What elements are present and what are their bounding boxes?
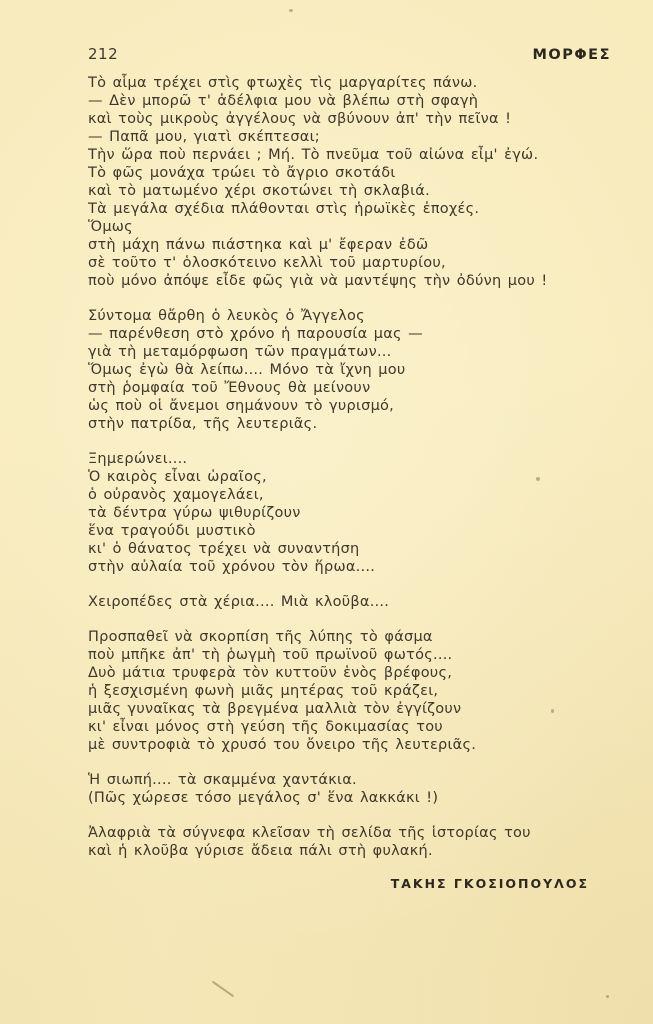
poem-line: ὡς ποὺ οἱ ἄνεμοι σημάνουν τὸ γυρισμό, (88, 398, 395, 414)
poem-line: γιὰ τὴ μεταμόρφωση τῶν πραγμάτων... (88, 344, 392, 360)
poem-line: Ξημερώνει.... (88, 451, 188, 467)
poem-line: στὴ ῥομφαία τοῦ Ἔθνους θὰ μείνουν (88, 380, 371, 396)
poem-line: Ὅμως ἐγὼ θὰ λείπω.... Μόνο τὰ ἴχνη μου (88, 362, 406, 378)
stanza (88, 824, 588, 860)
page-number: 212 (88, 45, 119, 63)
poem-line: ποὺ μπῆκε ἀπ' τὴ ῥωγμὴ τοῦ πρωϊνοῦ φωτός.... (88, 647, 453, 663)
poem-line: Σύντομα θἄρθη ὁ λευκὸς ὁ Ἄγγελος (88, 308, 365, 324)
poem-line: ἕνα τραγούδι μυστικὸ (88, 523, 256, 539)
poem-line: τὰ δέντρα γύρω ψιθυρίζουν (88, 505, 301, 521)
poem-line: (Πῶς χώρεσε τόσο μεγάλος σ' ἕνα λακκάκι !) (88, 790, 439, 806)
poem-line: στὴν πατρίδα, τῆς λευτεριᾶς. (88, 416, 318, 432)
author-signature: ΤΑΚΗΣ ΓΚΟΣΙΟΠΟΥΛΟΣ (390, 876, 589, 891)
scan-speck (551, 709, 554, 713)
poem-line: Δυὸ μάτια τρυφερὰ τὸν κυττοῦν ἑνὸς βρέφους, (88, 665, 453, 681)
poem-line: καὶ τὸ ματωμένο χέρι σκοτώνει τὴ σκλαβιά. (88, 183, 430, 199)
poem-line: στὴ μάχη πάνω πιάστηκα καὶ μ' ἔφεραν ἐδῶ (88, 237, 429, 253)
poem-line: μιᾶς γυναῖκας τὰ βρεγμένα μαλλιὰ τὸν ἐγγίζουν (88, 701, 462, 717)
stanza (88, 593, 588, 611)
poem-line: — Παπᾶ μου, γιατὶ σκέπτεσαι; (88, 129, 320, 145)
scan-speck (606, 995, 609, 998)
poem-line: κι' εἶναι μόνος στὴ γεύση τῆς δοκιμασίας του (88, 719, 443, 735)
scan-scratch (212, 981, 234, 998)
poem-line: ποὺ μόνο ἀπόψε εἶδε φῶς γιὰ νὰ μαντέψης τὴν ὀδύνη μου ! (88, 273, 548, 289)
journal-title: ΜΟΡΦΕΣ (532, 47, 611, 63)
poem-line: κι' ὁ θάνατος τρέχει νὰ συναντήση (88, 541, 360, 557)
scan-speck (289, 9, 293, 12)
stanza (88, 307, 588, 433)
poem-line: Ὁ καιρὸς εἶναι ὡραῖος, (88, 469, 267, 485)
poem-line: Τὰ μεγάλα σχέδια πλάθονται στὶς ἡρωϊκὲς ἐποχές. (88, 201, 480, 217)
poem-line: στὴν αὐλαία τοῦ χρόνου τὸν ἥρωα.... (88, 559, 376, 575)
stanza (88, 771, 588, 807)
poem-line: — Δὲν μπορῶ τ' ἀδέλφια μου νὰ βλέπω στὴ σφαγὴ (88, 93, 479, 109)
poem-line: ὁ οὐρανὸς χαμογελάει, (88, 487, 264, 503)
poem-line: ἡ ξεσχισμένη φωνὴ μιᾶς μητέρας τοῦ κράζει, (88, 683, 439, 699)
poem-line: Τὴν ὥρα ποὺ περνάει ; Μή. Τὸ πνεῦμα τοῦ αἰώνα εἶμ' ἐγώ. (88, 147, 539, 163)
poem-line: Τὸ φῶς μονάχα τρώει τὸ ἄγριο σκοτάδι (88, 165, 396, 181)
stanza (88, 628, 588, 754)
poem-line: μὲ συντροφιὰ τὸ χρυσό του ὄνειρο τῆς λευτεριᾶς. (88, 737, 477, 753)
scan-speck (536, 477, 540, 481)
poem-line: Ἡ σιωπή.... τὰ σκαμμένα χαντάκια. (88, 772, 357, 788)
stanza (88, 74, 588, 290)
poem-line: καὶ τοὺς μικροὺς ἀγγέλους νὰ σβύνουν ἀπ' τὴν πεῖνα ! (88, 111, 512, 127)
stanza (88, 450, 588, 576)
poem-line: Τὸ αἷμα τρέχει στὶς φτωχὲς τὶς μαργαρίτες πάνω. (88, 75, 478, 91)
poem-line: — παρένθεση στὸ χρόνο ἡ παρουσία μας — (88, 326, 423, 342)
poem-line: σὲ τοῦτο τ' ὁλοσκότεινο κελλὶ τοῦ μαρτυρίου, (88, 255, 446, 271)
poem-line: Χειροπέδες στὰ χέρια.... Μιὰ κλοῦβα.... (88, 594, 390, 610)
poem-line: Ἀλαφριὰ τὰ σύγνεφα κλεῖσαν τὴ σελίδα τῆς ἱστορίας του (88, 825, 531, 841)
poem-line: Ὅμως (88, 219, 133, 235)
poem-body (88, 74, 588, 860)
poem-line: Προσπαθεῖ νὰ σκορπίση τῆς λύπης τὸ φάσμα (88, 629, 433, 645)
poem-line: καὶ ἡ κλοῦβα γύρισε ἄδεια πάλι στὴ φυλακή. (88, 843, 433, 859)
